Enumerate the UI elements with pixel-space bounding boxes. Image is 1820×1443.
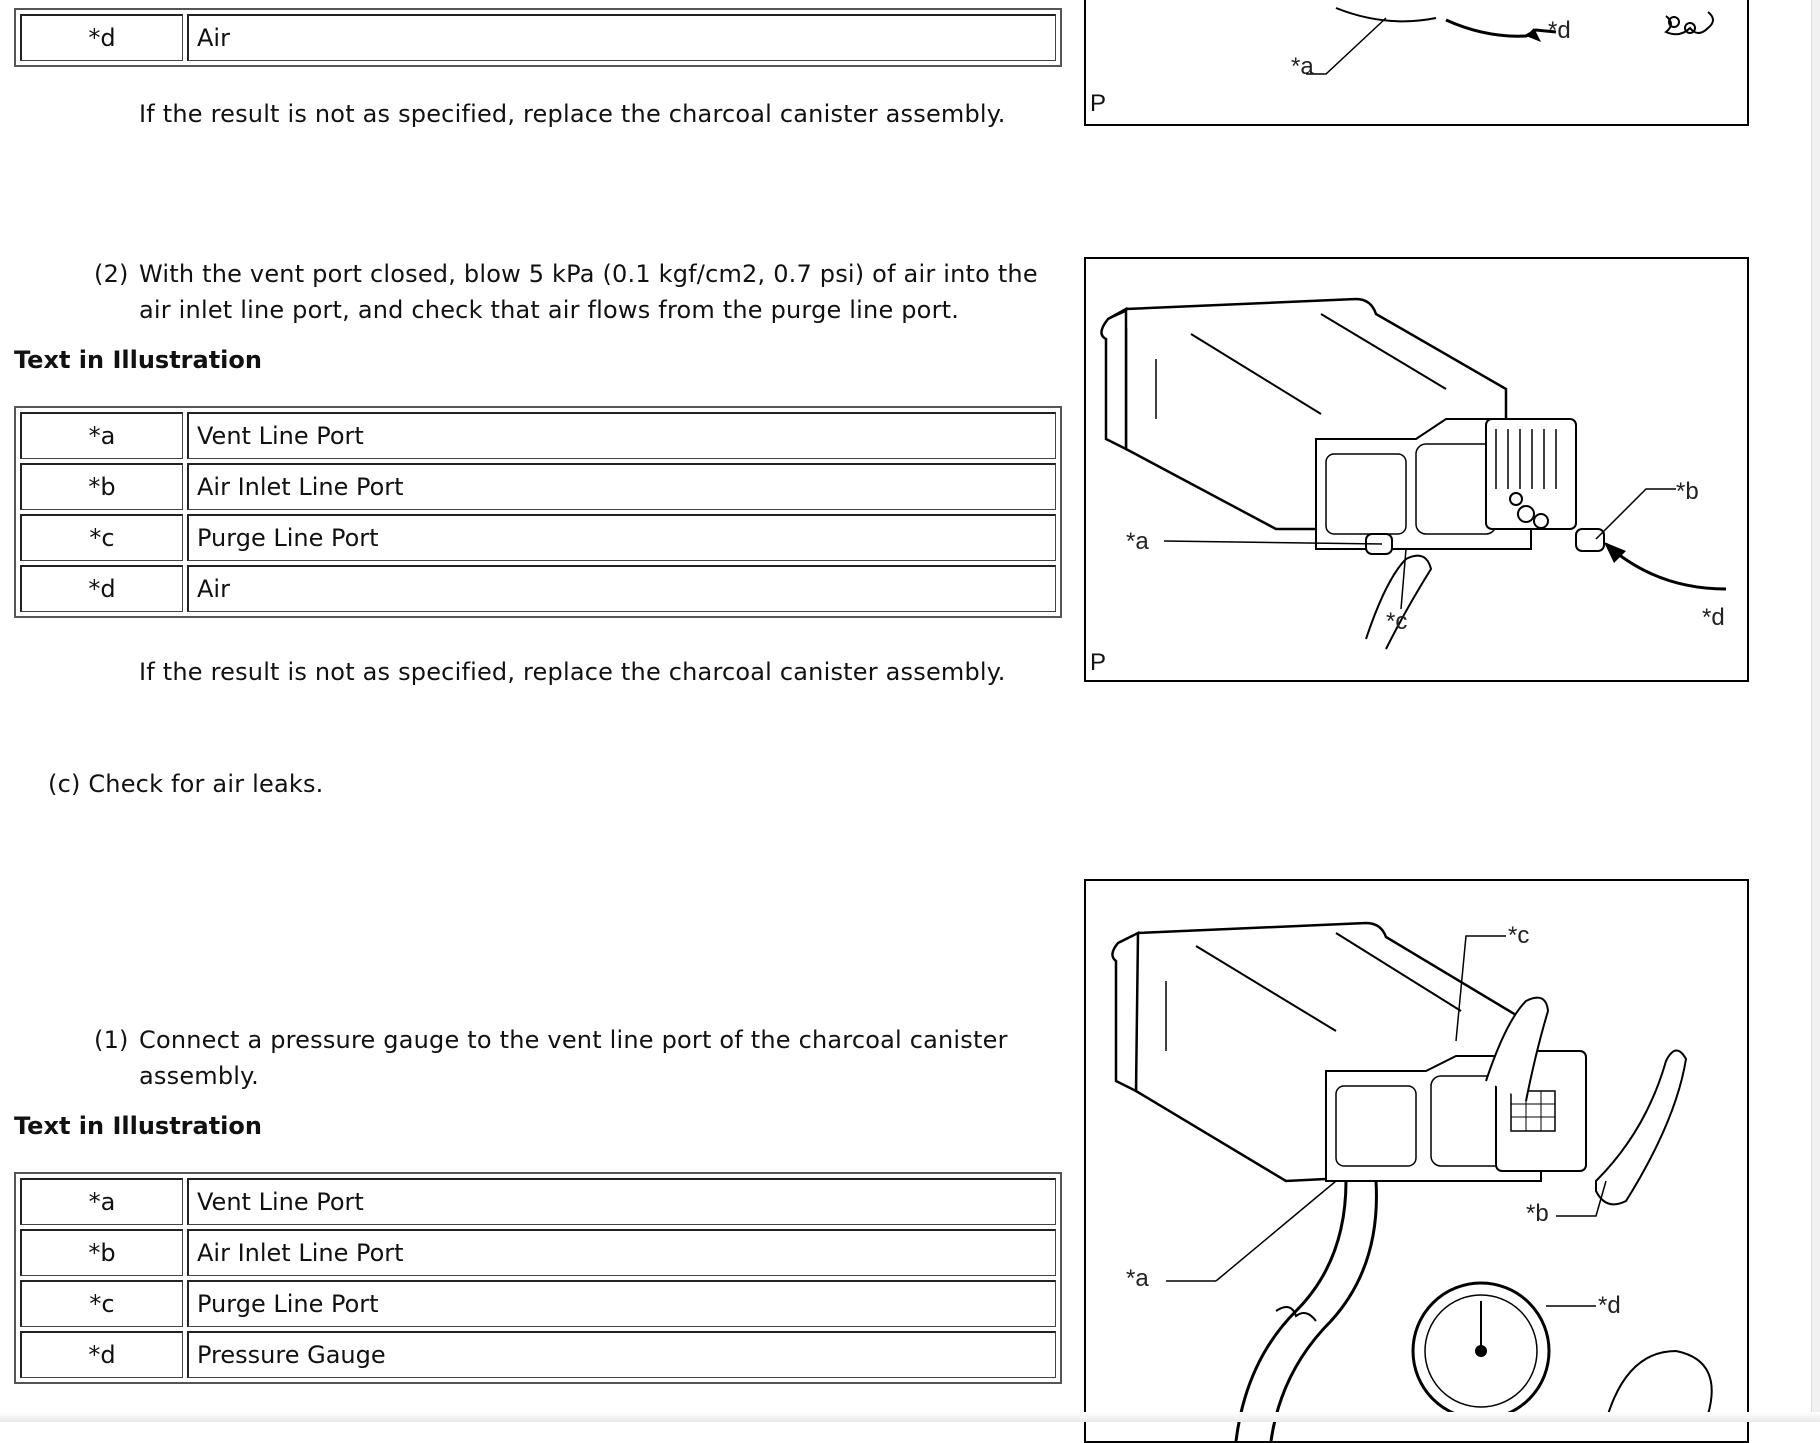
text-in-illustration-heading: Text in Illustration <box>14 346 262 374</box>
legend-key: *b <box>20 1229 183 1276</box>
scrollbar[interactable] <box>1811 0 1820 1422</box>
legend-value: Air <box>187 565 1056 612</box>
legend-key: *d <box>20 565 183 612</box>
text-in-illustration-heading: Text in Illustration <box>14 1112 262 1140</box>
label-d: *d <box>1702 604 1725 631</box>
legend-key: *d <box>20 14 183 61</box>
page-marker: P <box>1090 90 1107 117</box>
legend-key: *a <box>20 412 183 459</box>
label-d: *d <box>1548 17 1571 44</box>
result-note: If the result is not as specified, replace the charcoal canister assembly. <box>139 658 1006 686</box>
step-text-line2: air inlet line port, and check that air flows from the purge line port. <box>139 296 960 324</box>
label-b: *b <box>1676 478 1699 505</box>
legend-value: Air Inlet Line Port <box>187 1229 1056 1276</box>
step-text-line1: Connect a pressure gauge to the vent line port of the charcoal canister <box>139 1026 1008 1054</box>
step-c-text: (c) Check for air leaks. <box>48 770 324 798</box>
table-row <box>20 565 1056 612</box>
step-text-line2: assembly. <box>139 1062 259 1090</box>
legend-table <box>14 406 1062 618</box>
step-number: (2) <box>94 260 129 288</box>
illustration-canister-3 <box>1084 879 1749 1443</box>
legend-key: *d <box>20 1331 183 1378</box>
canister-drawing-2 <box>1086 259 1747 680</box>
canister-drawing-3 <box>1086 881 1747 1441</box>
legend-table <box>14 1172 1062 1384</box>
legend-value: Vent Line Port <box>187 1178 1056 1225</box>
result-note: If the result is not as specified, replace the charcoal canister assembly. <box>139 100 1006 128</box>
table-row <box>20 1178 1056 1225</box>
label-b: *b <box>1526 1200 1549 1227</box>
label-a: *a <box>1126 528 1149 555</box>
label-a: *a <box>1126 1265 1149 1292</box>
table-row <box>20 514 1056 561</box>
canister-drawing-1 <box>1086 0 1747 124</box>
legend-value: Pressure Gauge <box>187 1331 1056 1378</box>
table-row <box>20 463 1056 510</box>
table-row <box>20 1280 1056 1327</box>
window-bottom-edge <box>0 1412 1820 1422</box>
legend-value: Purge Line Port <box>187 514 1056 561</box>
illustration-canister-1 <box>1084 0 1749 126</box>
legend-value: Purge Line Port <box>187 1280 1056 1327</box>
legend-key: *b <box>20 463 183 510</box>
label-a: *a <box>1291 53 1314 80</box>
table-row <box>20 412 1056 459</box>
label-c: *c <box>1508 922 1530 949</box>
step-text-line1: With the vent port closed, blow 5 kPa (0.1 kgf/cm2, 0.7 psi) of air into the <box>139 260 1038 288</box>
legend-table-top <box>14 8 1062 67</box>
table-row <box>20 1331 1056 1378</box>
table-row <box>20 1229 1056 1276</box>
step-number: (1) <box>94 1026 129 1054</box>
legend-key: *a <box>20 1178 183 1225</box>
illustration-canister-2 <box>1084 257 1749 682</box>
legend-value: Air Inlet Line Port <box>187 463 1056 510</box>
legend-value: Air <box>187 14 1056 61</box>
legend-key: *c <box>20 1280 183 1327</box>
page-marker: P <box>1090 649 1107 676</box>
label-c: *c <box>1386 608 1408 635</box>
legend-value: Vent Line Port <box>187 412 1056 459</box>
table-row <box>20 14 1056 61</box>
legend-key: *c <box>20 514 183 561</box>
label-d: *d <box>1598 1292 1621 1319</box>
